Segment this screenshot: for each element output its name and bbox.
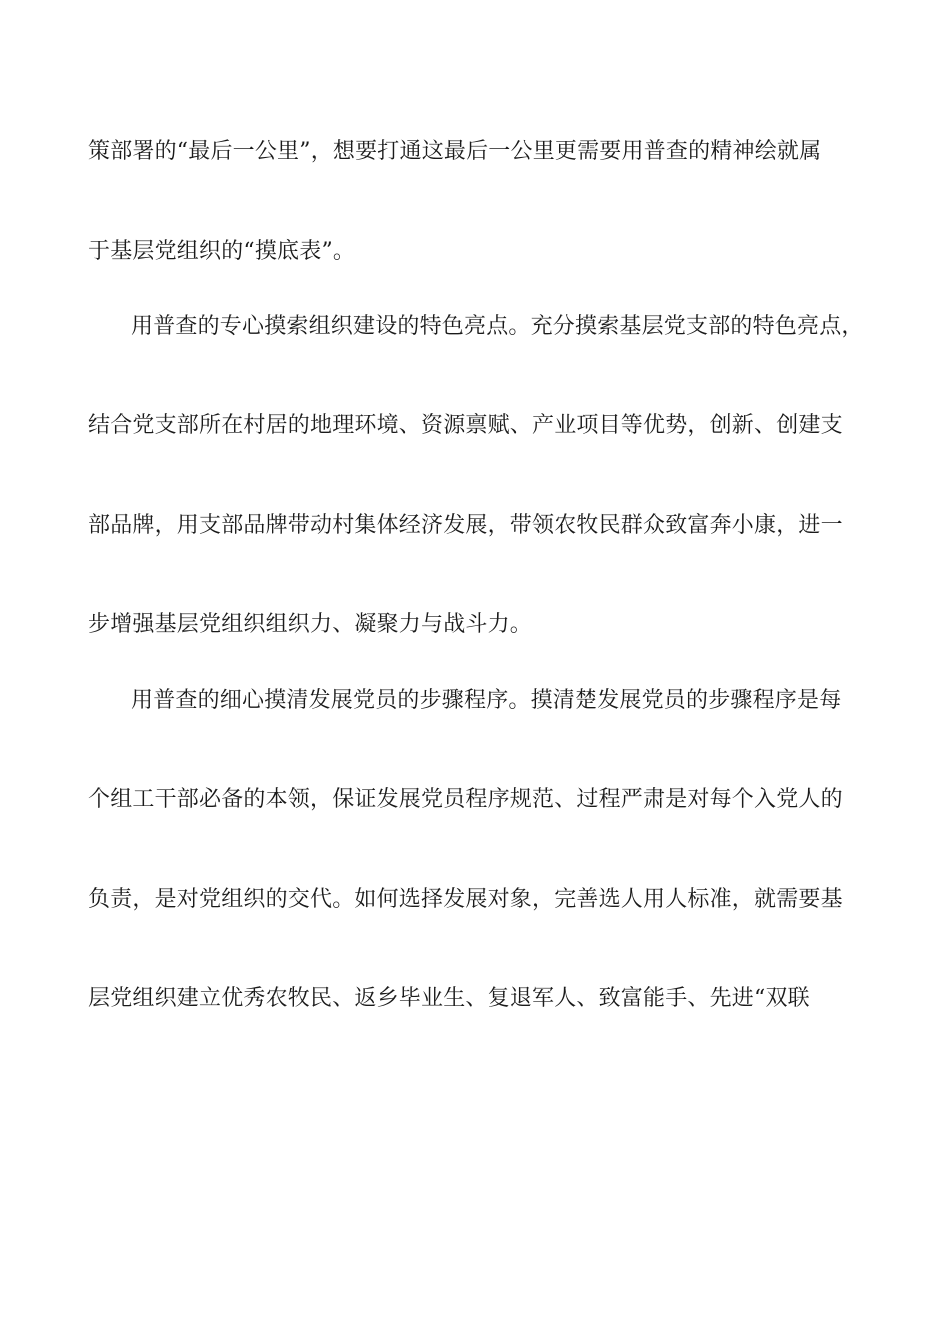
paragraph-line: 负责，是对党组织的交代。如何选择发展对象，完善选人用人标准，就需要基 [88,887,843,912]
paragraph-first-line: 用普查的专心摸索组织建设的特色亮点。充分摸索基层党支部的特色亮点， [131,314,864,339]
paragraph-first-line: 用普查的细心摸清发展党员的步骤程序。摸清楚发展党员的步骤程序是每 [131,688,842,713]
paragraph-line: 个组工干部必备的本领，保证发展党员程序规范、过程严肃是对每个入党人的 [88,787,843,812]
paragraph-line: 步增强基层党组织组织力、凝聚力与战斗力。 [88,612,533,637]
paragraph-line: 于基层党组织的“摸底表”。 [88,239,356,264]
paragraph-line: 部品牌，用支部品牌带动村集体经济发展，带领农牧民群众致富奔小康，进一 [88,513,843,538]
paragraph-line: 策部署的“最后一公里”，想要打通这最后一公里更需要用普查的精神绘就属 [88,139,822,164]
paragraph-line: 层党组织建立优秀农牧民、返乡毕业生、复退军人、致富能手、先进“双联 [88,986,810,1011]
paragraph-line: 结合党支部所在村居的地理环境、资源禀赋、产业项目等优势，创新、创建支 [88,413,843,438]
